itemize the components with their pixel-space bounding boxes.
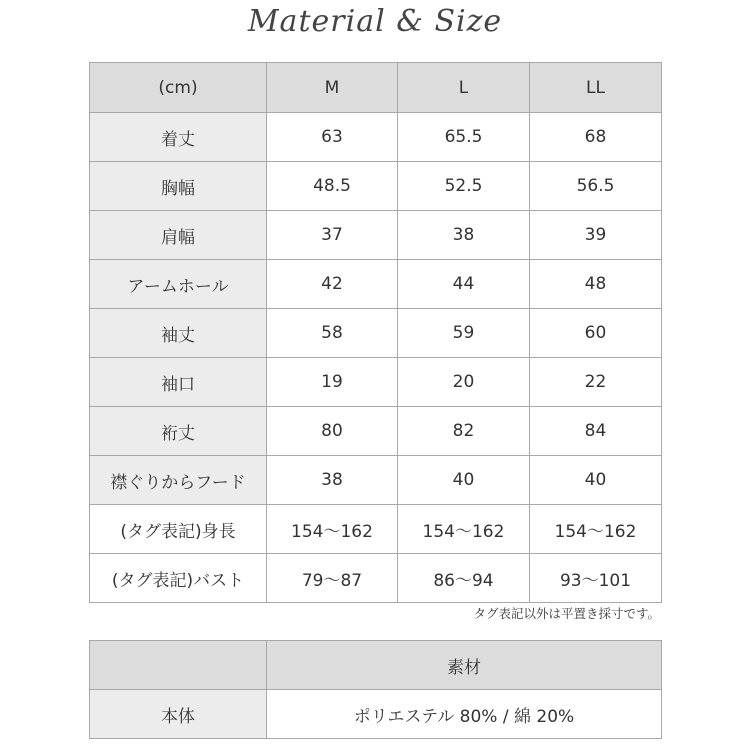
table-row	[90, 113, 662, 162]
material-header-blank	[90, 641, 267, 690]
cell-value: 48	[530, 260, 662, 309]
material-table-header	[90, 641, 662, 690]
size-header-l: L	[398, 63, 530, 113]
row-label: 襟ぐりからフード	[90, 456, 267, 505]
cell-value: 63	[267, 113, 398, 162]
table-row	[90, 211, 662, 260]
material-table	[89, 640, 662, 739]
cell-value: 82	[398, 407, 530, 456]
table-row	[90, 260, 662, 309]
row-label: 裄丈	[90, 407, 267, 456]
cell-value: 79〜87	[267, 554, 398, 603]
cell-value: 40	[398, 456, 530, 505]
cell-value: 65.5	[398, 113, 530, 162]
row-label: (タグ表記)身長	[90, 505, 267, 554]
cell-value: 86〜94	[398, 554, 530, 603]
table-row	[90, 309, 662, 358]
cell-value: 39	[530, 211, 662, 260]
table-row	[90, 407, 662, 456]
unit-header: (cm)	[90, 63, 267, 113]
measurement-note: タグ表記以外は平置き採寸です。	[473, 606, 660, 621]
cell-value: 38	[398, 211, 530, 260]
cell-value: 37	[267, 211, 398, 260]
row-label: (タグ表記)バスト	[90, 554, 267, 603]
cell-value: 42	[267, 260, 398, 309]
cell-value: 68	[530, 113, 662, 162]
table-row	[90, 690, 662, 739]
cell-value: 154〜162	[267, 505, 398, 554]
cell-value: 59	[398, 309, 530, 358]
row-label: 肩幅	[90, 211, 267, 260]
cell-value: 20	[398, 358, 530, 407]
material-header: 素材	[267, 641, 662, 690]
table-row	[90, 162, 662, 211]
row-label: 胸幅	[90, 162, 267, 211]
row-label: アームホール	[90, 260, 267, 309]
cell-value: 44	[398, 260, 530, 309]
cell-value: 56.5	[530, 162, 662, 211]
row-label: 着丈	[90, 113, 267, 162]
cell-value: 19	[267, 358, 398, 407]
size-table-header	[90, 63, 662, 113]
cell-value: 40	[530, 456, 662, 505]
cell-value: 60	[530, 309, 662, 358]
table-row	[90, 358, 662, 407]
size-table	[89, 62, 662, 603]
page-title: Material & Size	[247, 4, 503, 39]
cell-value: 84	[530, 407, 662, 456]
size-header-ll: LL	[530, 63, 662, 113]
row-label: 袖丈	[90, 309, 267, 358]
size-header-m: M	[267, 63, 398, 113]
material-value: ポリエステル 80% / 綿 20%	[267, 690, 662, 739]
table-row	[90, 505, 662, 554]
cell-value: 52.5	[398, 162, 530, 211]
cell-value: 93〜101	[530, 554, 662, 603]
cell-value: 38	[267, 456, 398, 505]
cell-value: 58	[267, 309, 398, 358]
cell-value: 154〜162	[398, 505, 530, 554]
cell-value: 154〜162	[530, 505, 662, 554]
row-label: 本体	[90, 690, 267, 739]
row-label: 袖口	[90, 358, 267, 407]
table-row	[90, 554, 662, 603]
cell-value: 48.5	[267, 162, 398, 211]
table-row	[90, 456, 662, 505]
cell-value: 22	[530, 358, 662, 407]
cell-value: 80	[267, 407, 398, 456]
